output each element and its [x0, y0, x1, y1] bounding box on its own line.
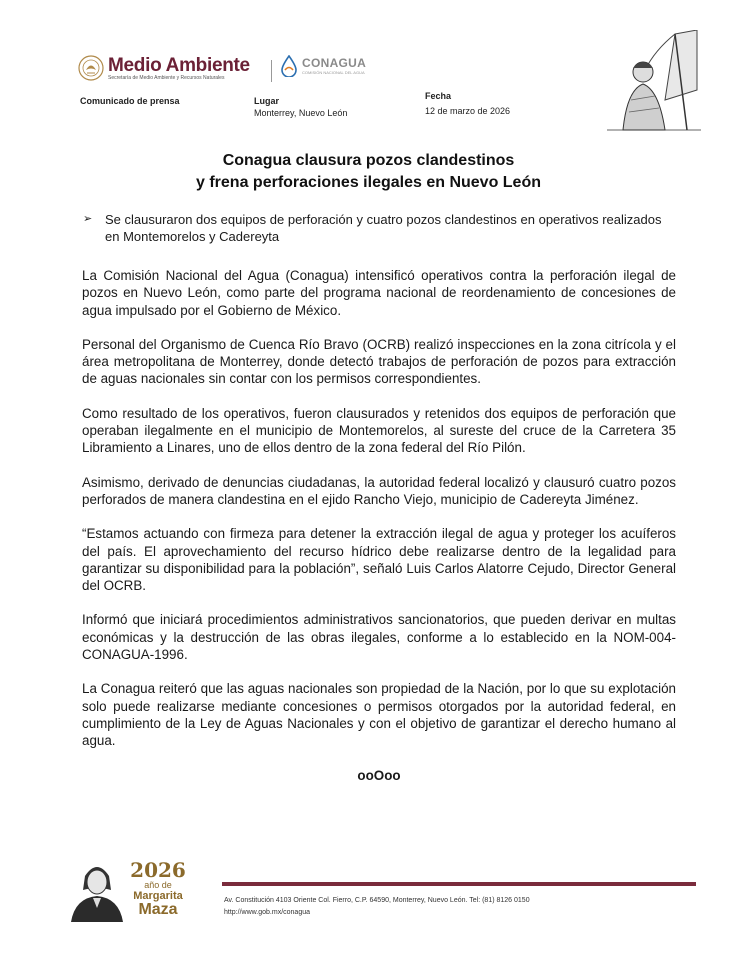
summary-bullet — [83, 211, 675, 245]
press-body — [82, 267, 676, 801]
margarita-maza-year — [130, 860, 186, 918]
date-value: 12 de marzo de 2026 — [425, 106, 511, 116]
paragraph-6: Informó que iniciará procedimientos administrativos sancionatorios, que pueden derivar en multas económicas y la destrucción de las obras ilegales, conforme a lo establecido en la NOM-004-CONAGUA-1996. — [82, 612, 676, 663]
mexico-seal-icon — [78, 55, 104, 81]
flag-woman-illustration — [605, 30, 701, 132]
footer-url[interactable]: http://www.gob.mx/conagua — [224, 909, 310, 916]
page-title — [0, 150, 737, 194]
margarita-maza-portrait — [65, 856, 129, 922]
name-last: Maza — [138, 901, 178, 918]
paragraph-4: Asimismo, derivado de denuncias ciudadanas, la autoridad federal localizó y clausuró cuatro pozos perforados de manera clandestina en el ejido Rancho Viejo, municipio de Cadereyta Jiménez. — [82, 474, 676, 507]
place-value: Monterrey, Nuevo León — [254, 108, 348, 118]
closing-mark: ooOoo — [357, 767, 401, 783]
bullet-arrow-icon: ➢ — [83, 213, 93, 225]
brand-secondary-sub: COMISIÓN NACIONAL DEL AGUA — [302, 70, 365, 75]
brand-secondary: CONAGUA — [302, 56, 367, 70]
paragraph-3: Como resultado de los operativos, fueron clausurados y retenidos dos equipos de perforación que operaban ilegalmente en el municipio de Montemorelos, al sureste del cruce de la Carretera 35 Libramiento a Linares, uno de ellos dentro de la zona federal del Río Pilón. — [82, 405, 676, 456]
footer-divider — [222, 882, 696, 886]
conagua-drop-icon — [280, 55, 298, 77]
bullet-text: Se clausuraron dos equipos de perforación y cuatro pozos clandestinos en operativos realizados en Montemorelos y Cadereyta — [105, 212, 662, 244]
year-number: 2026 — [130, 858, 186, 882]
year-sub: año de — [144, 880, 172, 890]
brand-primary-sub: Secretaría de Medio Ambiente y Recursos Naturales — [108, 74, 225, 81]
press-label: Comunicado de prensa — [80, 96, 180, 106]
title-line-1: Conagua clausura pozos clandestinos — [222, 152, 515, 169]
paragraph-2: Personal del Organismo de Cuenca Río Bravo (OCRB) realizó inspecciones en la zona citrícola y el área metropolitana de Monterrey, donde detectó trabajos de perforación de pozos para extracción de aguas nacionales sin contar con los permisos correspondientes. — [82, 336, 676, 387]
paragraph-1: La Comisión Nacional del Agua (Conagua) intensificó operativos contra la perforación ilegal de pozos en Nuevo León, como parte del programa nacional de reordenamiento de concesiones de agua impulsado por el Gobierno de México. — [82, 268, 676, 318]
footer-address: Av. Constitución 4103 Oriente Col. Fierro, C.P. 64590, Monterrey, Nuevo León. Tel: (81) 8126 0150 — [224, 897, 530, 904]
date-label: Fecha — [425, 91, 452, 101]
paragraph-5: “Estamos actuando con firmeza para detener la extracción ilegal de agua y proteger los acuíferos del país. El aprovechamiento del recurso hídrico debe realizarse dentro de la legalidad para garantizar su disponibilidad para la población”, señaló Luis Carlos Alatorre Cejudo, Director General del OCRB. — [82, 526, 676, 594]
place-label: Lugar — [254, 96, 280, 106]
press-header — [0, 0, 737, 135]
conagua-logo — [280, 55, 366, 77]
title-line-2: y frena perforaciones ilegales en Nuevo León — [196, 174, 541, 191]
name-first: Margarita — [133, 890, 183, 902]
paragraph-7: La Conagua reiteró que las aguas nacionales son propiedad de la Nación, por lo que su explotación solo puede realizarse mediante concesiones o permisos otorgados por la autoridad federal, en cumplimiento de la Ley de Aguas Nacionales y con el objetivo de garantizar el derecho humano al agua. — [82, 681, 676, 749]
medio-ambiente-logo — [78, 55, 250, 81]
logo-divider — [271, 60, 272, 82]
brand-primary: Medio Ambiente — [108, 54, 250, 76]
